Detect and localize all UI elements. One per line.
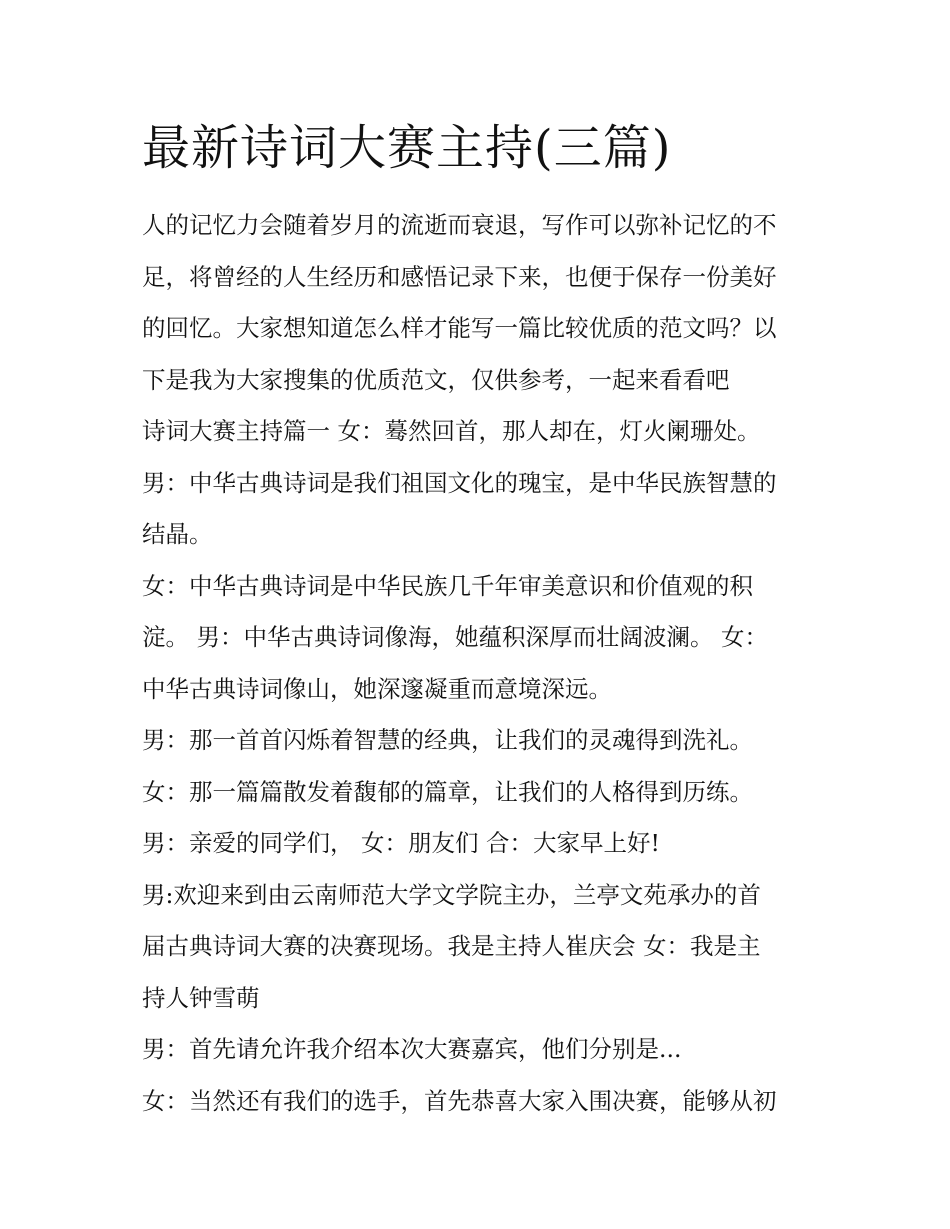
text-line: 足，将曾经的人生经历和感悟记录下来，也便于保存一份美好: [142, 262, 777, 291]
text-line: 届古典诗词大赛的决赛现场。我是主持人崔庆会 女：我是主: [142, 932, 761, 960]
text-line: 淀。 男：中华古典诗词像海，她蕴积深厚而壮阔波澜。 女：: [142, 623, 768, 651]
text-line: 女：那一篇篇散发着馥郁的篇章，让我们的人格得到历练。: [142, 777, 753, 806]
text-line: 男：亲爱的同学们， 女：朋友们 合：大家早上好!: [142, 829, 660, 857]
text-line: 下是我为大家搜集的优质范文，仅供参考，一起来看看吧: [142, 365, 730, 394]
text-line: 男：中华古典诗词是我们祖国文化的瑰宝，是中华民族智慧的: [142, 468, 777, 497]
text-line: 结晶。: [142, 520, 213, 548]
text-line: 中华古典诗词像山，她深邃凝重而意境深远。: [142, 674, 612, 703]
text-line: 女：中华古典诗词是中华民族几千年审美意识和价值观的积: [142, 571, 753, 600]
text-line: 人的记忆力会随着岁月的流逝而衰退，写作可以弥补记忆的不: [142, 211, 777, 239]
text-line: 女：当然还有我们的选手，首先恭喜大家入围决赛，能够从初: [142, 1086, 777, 1115]
text-line: 男：那一首首闪烁着智慧的经典，让我们的灵魂得到洗礼。: [142, 726, 753, 754]
text-line: 诗词大赛主持篇一 女：蓦然回首，那人却在，灯火阑珊处。: [142, 417, 761, 445]
document-body: [142, 200, 822, 1127]
text-line: 的回忆。大家想知道怎么样才能写一篇比较优质的范文吗？以: [142, 314, 777, 342]
text-line: 男:欢迎来到由云南师范大学文学院主办，兰亭文苑承办的首: [142, 880, 761, 909]
document-title: 最新诗词大赛主持(三篇): [142, 120, 672, 176]
text-line: 男：首先请允许我介绍本次大赛嘉宾，他们分别是...: [142, 1035, 682, 1063]
text-line: 持人钟雪萌: [142, 983, 260, 1012]
